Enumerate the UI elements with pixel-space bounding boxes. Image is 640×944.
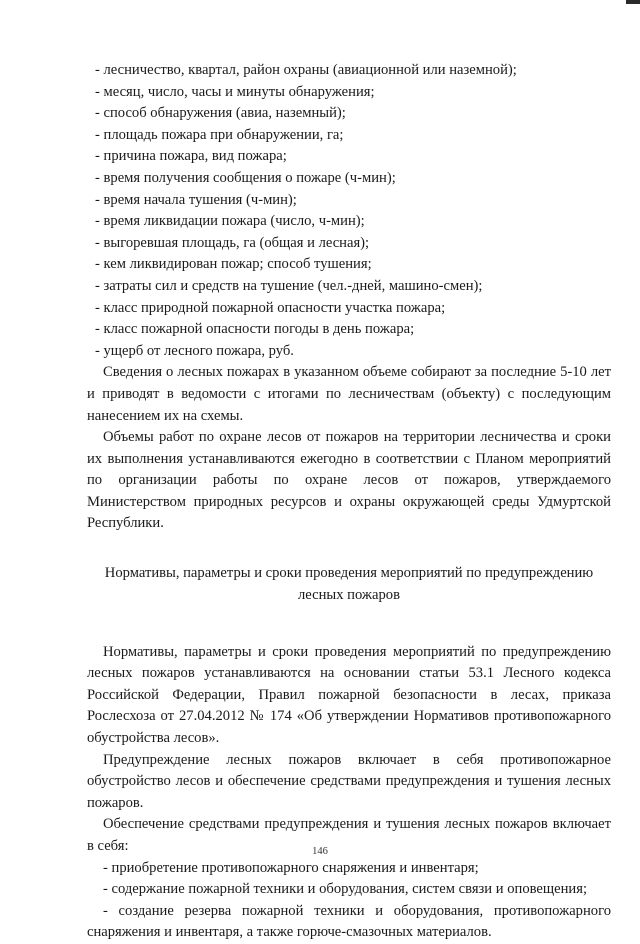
list-item: - время ликвидации пожара (число, ч-мин); xyxy=(95,213,365,230)
paragraph-fire-records: Сведения о лесных пожарах в указанном объеме собирают за последние 5-10 лет и приводят в ведомости с итогами по лесничествам (объекту) с последующим нанесением их на схемы. xyxy=(87,364,611,424)
list-item: - класс пожарной опасности погоды в день пожара; xyxy=(95,321,415,338)
list-item: - класс природной пожарной опасности участка пожара; xyxy=(95,299,446,316)
document-body xyxy=(87,60,611,944)
list-item: - лесничество, квартал, район охраны (авиационной или наземной); xyxy=(95,62,517,78)
list-item: - время получения сообщения о пожаре (ч-мин); xyxy=(95,169,396,186)
list-item: - приобретение противопожарного снаряжения и инвентаря; xyxy=(103,859,479,876)
paragraph-prevention: Предупреждение лесных пожаров включает в себя противопожарное обустройство лесов и обеспечение средствами предупреждения и тушения лесных пожаров. xyxy=(87,751,611,811)
page-number: 146 xyxy=(312,846,328,857)
list-item: - способ обнаружения (авиа, наземный); xyxy=(95,105,346,122)
list-item: - затраты сил и средств на тушение (чел.-дней, машино-смен); xyxy=(95,277,483,294)
list-item: - месяц, число, часы и минуты обнаружения; xyxy=(95,83,375,100)
paragraph-work-volumes: Объемы работ по охране лесов от пожаров на территории лесничества и сроки их выполнения устанавливаются ежегодно в соответствии с Планом мероприятий по организации работы по охране лесов от пожаров, утверждаемого Министерством природных ресурсов и охраны окружающей среды Удмуртской Республики. xyxy=(87,429,611,532)
paragraph-norms: Нормативы, параметры и сроки проведения мероприятий по предупреждению лесных пожаров устанавливаются на основании статьи 53.1 Лесного кодекса Российской Федерации, Правил пожарной безопасности в лесах, приказа Рослесхоза от 27.04.2012 № 174 «Об утверждении Нормативов противопожарного обустройства лесов». xyxy=(87,643,611,747)
section-heading: Нормативы, параметры и сроки проведения мероприятий по предупреждению лесных пожаров xyxy=(104,565,594,603)
list-item: - время начала тушения (ч-мин); xyxy=(95,191,297,208)
list-item: - кем ликвидирован пожар; способ тушения; xyxy=(95,256,372,273)
list-item: - создание резерва пожарной техники и оборудования, противопожарного снаряжения и инвентаря, а также горюче-смазочных материалов. xyxy=(87,902,611,941)
fire-info-list xyxy=(87,60,611,362)
scan-corner-mark xyxy=(626,0,640,4)
list-item: - ущерб от лесного пожара, руб. xyxy=(95,342,294,359)
paragraph-provision: Обеспечение средствами предупреждения и тушения лесных пожаров включает в себя: xyxy=(87,816,611,854)
list-item: - выгоревшая площадь, га (общая и лесная); xyxy=(95,234,370,251)
list-item: - содержание пожарной техники и оборудования, систем связи и оповещения; xyxy=(103,881,588,898)
list-item: - площадь пожара при обнаружении, га; xyxy=(95,126,344,143)
list-item: - причина пожара, вид пожара; xyxy=(95,148,287,165)
